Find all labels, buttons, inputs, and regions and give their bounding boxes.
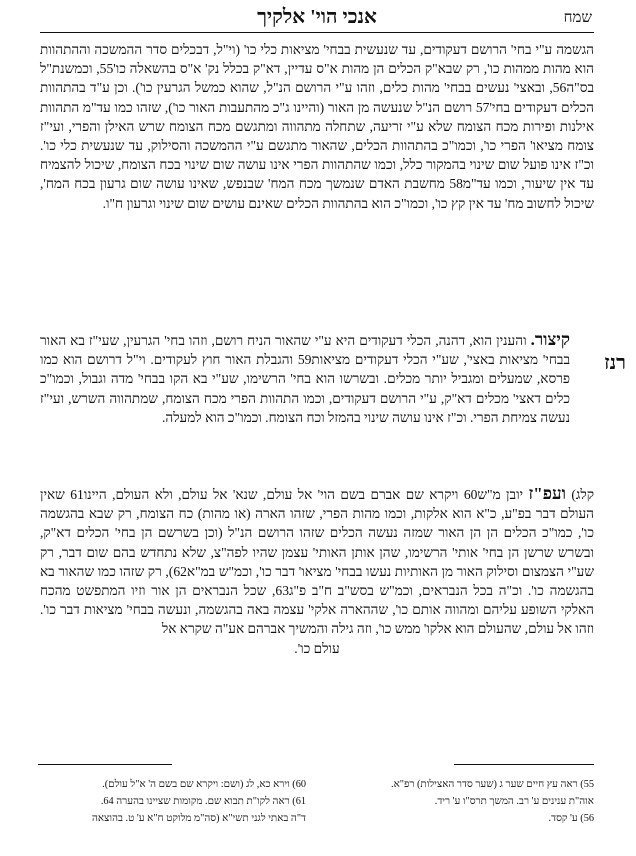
running-header [40,4,594,33]
footnotes-right-column [320,776,594,827]
section-133-paragraph [40,484,594,758]
page-title: אנכי הוי' אלקיך [257,6,377,28]
summary-text: והענין הוא, דהנה, הכלי דעקודים היא ע"י שהאור הניח רושם, וזהו בחי' הגרעין, שעי"ז בא האור בבחי' מציאות באצי', שע"י הכלי דעקודים מציאות59 והגבלת האור חוץ לעקודים. וי"ל דרושם הוא כמו פרסא, שמעלים ומגביל יותר מכלים. ובשרשו הוא בחי' הרשימו, שע"י בא הקו בבחי' מדה וגבול, וכמו"כ כלים דאצי' מכלים דא"ק, ע"י הרושם דעקודים, וכמו התהוות הפרי מכח הצומח, שמתהווה השרש, ועי"ז נעשה צמיחת הפרי. וכ"ז אינו עושה שינוי בהמזל וכח הצומח. וכמו"כ הוא למעלה. [40,333,570,425]
footnote-line: 55) ראה עץ חיים שער ג (שער סדר האצילות) רפ"א. [391,779,594,790]
summary-paragraph [40,330,570,468]
section-number: קלג) [571,487,595,502]
footnote-divider-right [454,764,594,765]
footnote-line: 60) וירא כא, לג (ושם: ויקרא שם בשם ה' א"ל עולם). [102,779,306,790]
paragraph-1: הגשמה ע"י בחי' הרושם דעקודים, עד שנעשית בבחי' מציאות כלי כו' (וי"ל, דבכלים סדר ההמשכה וההתהוות הוא מהות ממהות כו', רק שבא"ק הכלים הן מהות א"ס עדיין, דא"ק בכלל נק' א"ס בהשאלה כו'55, וכמשנת"ל בס"ה56, ובאצי' נעשים בבחי' מהות כלים, וזהו ע"י הרושם הנ"ל, שהוא כמשל הגרעין כו'). וכן ע"ד בהתהוות הכלים דעקודים בחי'57 רושם הנ"ל שנעשה מן האור (והיינו ג"כ מהתעבות האור כו'), שזהו כמו עד"מ התהוות אילנות ופירות מכח הצומח שלא ע"י זריעה, שתחלה מתהווה ומתגשם מכח הצומח שרש האילן והפרי, ועי"ז צומח מציאו' הפרי כו', וכמו"כ בהתהוות הכלים, שהאור מתגשם ע"י ההמשכה והסילוק, עד שנעשית כלי כו'. וכ"ז אינו פועל שום שינוי בהמקור כלל, וכמו שהתהוות הפרי אינו עושה שום שינוי בכח הצומח, שיכול להצמיח עד אין שיעור, וכמו עד"מ58 מחשבת האדם שנמשך מכח המח' שבנפש, שאינו עושה שום גרעון בכח המח', שיכול לחשוב מח' עד אין קץ כו', וכמו"כ הוא בהתהוות הכלים שאינם עושים שום שינוי וגרעון ח"ו. [40,42,594,211]
footnote-line: אוה"ת ענינים ע' רב. המשך תרס"ו ע' ריד. [434,796,594,807]
footnote-divider-left [38,764,172,765]
footnotes-left-column [40,776,306,827]
section-last-line: עולם כו'. [294,640,340,656]
footnote-line: ד"ה באתי לגני תשי"א (סה"מ מלוקט ח"א ע' ט. בהוצאה [91,813,306,824]
footnote-line: 61) ראה לקו"ת תבוא שם. מקומות שציינו בהערה 64. [100,796,306,807]
footnote-line: 56) ע' קסד. [548,813,594,824]
section-text: יובן מ"ש60 ויקרא שם אברם בשם הוי' אל עולם, שנא' אל עולם, ולא העולם, היינו61 שאין העולם דבר בפ"ע, כ"א הוא אלקות, וכמו מהות הפרי, שזהו הארה (או מהות) כח הצומח, רק שבא בהגשמה כו', כמו"כ הכלים הן הן האור שמזה נעשה הכלים שזהו הרושם הנ"ל (וכן בשרשם הן בחי' הכלים דא"ק, ובשרש שרשן הן בחי' אותי' הרשימו, שהן אותן האותי' עצמן שהיו לפה"צ, שלא נתחדש בהם שום דבר, רק שע"י הצמצום וסילוק האור מן האותיות נעשו בבחי' מציאו' דבר כו', וכמ"ש במ"א62), רק שזהו כמו שהאור בא בהגשמה כו'. וכ"ה בכל הנבראים, וכמ"ש בסש"ב ח"ב פ"ג63, שכל הנבראים הן אור וזיו המתפשט מהכח האלקי השופע עליהם ומהווה אותם כו', שההארה אלקי' עצמה באה בהגשמה, ונעשה בבחי' מציאות דבר כו'. וזהו אל עולם, שהעולם הוא אלקו' ממש כו', וזה גילה והמשיך אברהם אע"ה שקרא אל [40,487,595,637]
summary-lead-word: קיצור. [530,330,570,349]
section-lead-word: ועפ"ז [528,484,566,503]
side-page-label: רנז [604,352,626,374]
parsha-label: שמח [563,10,592,26]
